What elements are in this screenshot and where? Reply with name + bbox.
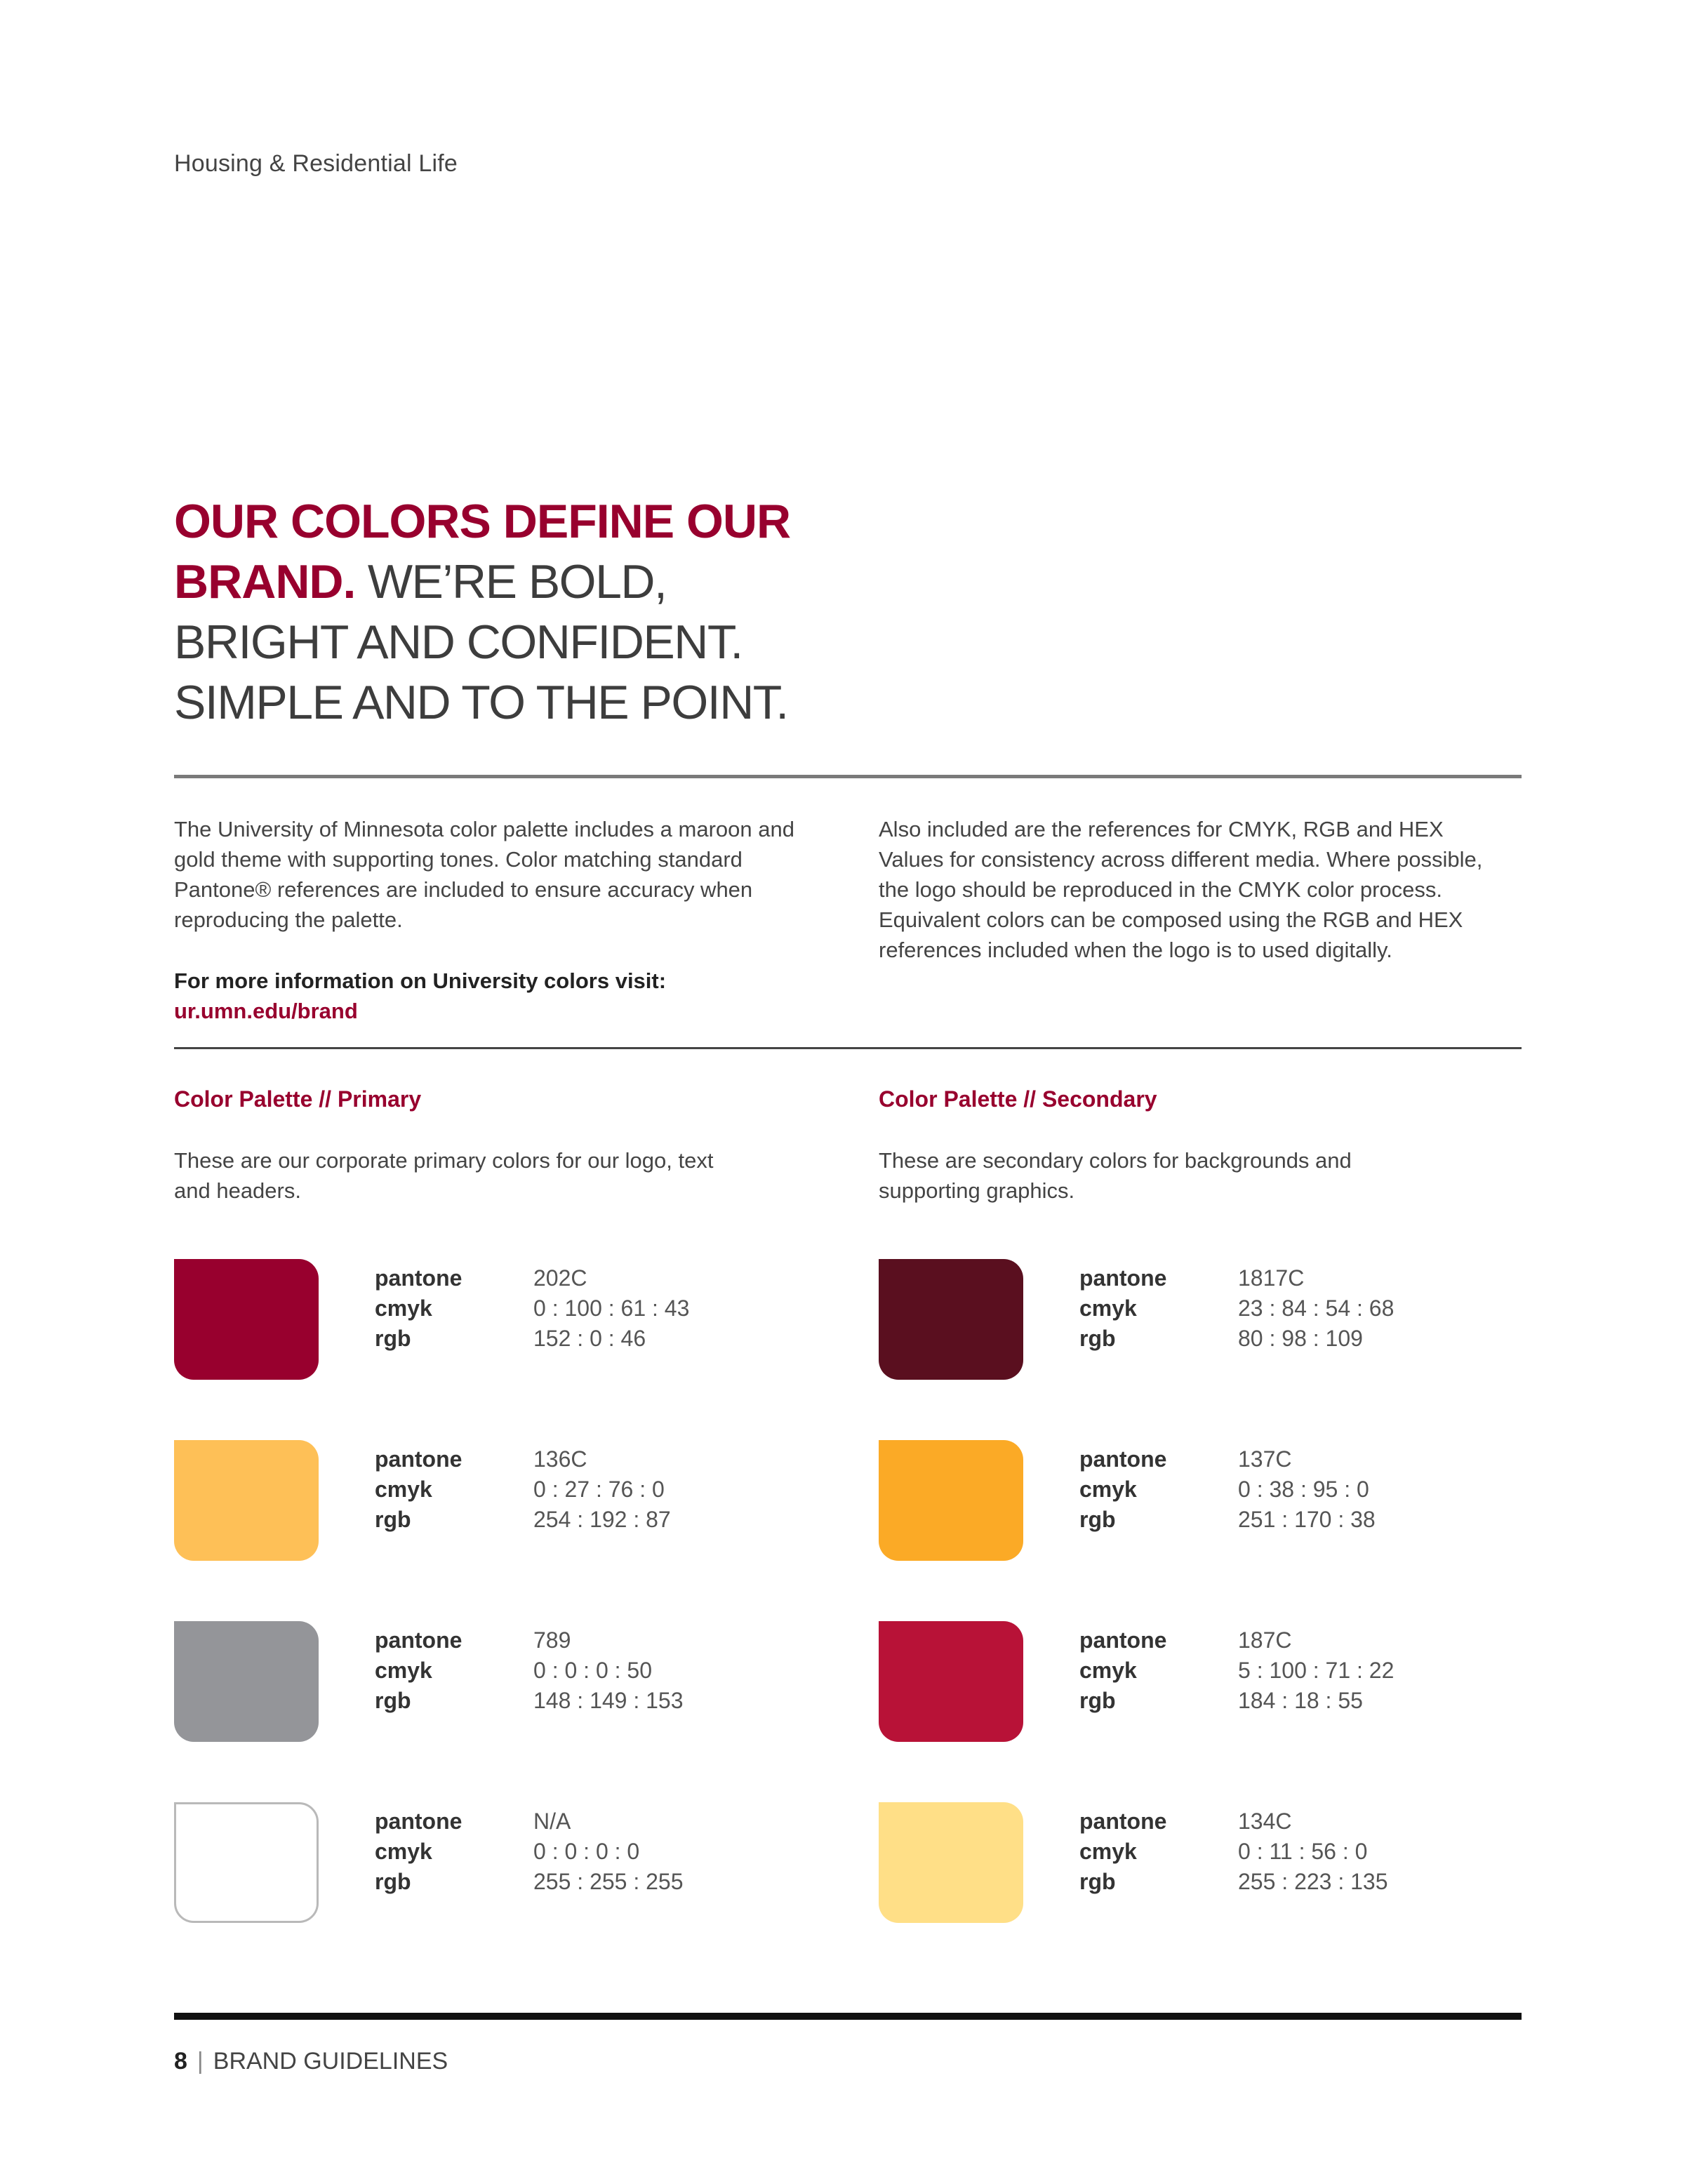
headline-line4: SIMPLE AND TO THE POINT. [174,676,788,729]
headline-bold-line2: BRAND. [174,555,356,608]
secondary-palette-title [879,1086,1157,1112]
brand-link[interactable]: ur.umn.edu/brand [174,999,358,1023]
primary-swatch-4 [174,1802,319,1923]
cmyk-value: 5 : 100 : 71 : 22 [1238,1658,1395,1683]
secondary-swatch-4 [879,1802,1023,1923]
primary-spec-labels-4 [375,1806,462,1897]
primary-spec-labels-1 [375,1263,462,1354]
primary-spec-values-3 [533,1625,684,1716]
rgb-value: 254 : 192 : 87 [533,1507,671,1532]
pantone-value: 202C [533,1265,587,1291]
rgb-label: rgb [375,1869,411,1894]
footer-section: BRAND GUIDELINES [213,2048,448,2075]
secondary-title-suffix: Secondary [1042,1086,1157,1112]
rgb-value: 251 : 170 : 38 [1238,1507,1376,1532]
secondary-spec-values-2 [1238,1444,1376,1535]
more-info [174,966,806,1026]
secondary-spec-labels-4 [1079,1806,1166,1897]
cmyk-label: cmyk [1079,1658,1137,1683]
rgb-label: rgb [1079,1507,1116,1532]
footer-separator: | [197,2048,204,2075]
intro-right-paragraph: Also included are the references for CMYK, RGB and HEX Values for consistency across different media. Where possible, the logo should be reproduced in the CMYK color process. Equivalent colors can be composed using the RGB and HEX references included when the logo is to used digitally. [879,817,1483,962]
rgb-label: rgb [375,1326,411,1351]
rgb-value: 184 : 18 : 55 [1238,1688,1363,1713]
secondary-spec-values-4 [1238,1806,1388,1897]
pantone-label: pantone [1079,1446,1167,1472]
primary-spec-labels-3 [375,1625,462,1716]
pantone-label: pantone [375,1265,462,1291]
secondary-spec-labels-3 [1079,1625,1166,1716]
pantone-label: pantone [1079,1265,1167,1291]
secondary-spec-values-3 [1238,1625,1394,1716]
cmyk-label: cmyk [1079,1296,1137,1321]
rgb-value: 255 : 223 : 135 [1238,1869,1388,1894]
cmyk-label: cmyk [1079,1477,1137,1502]
pantone-label: pantone [375,1627,462,1653]
divider-top [174,775,1522,778]
cmyk-value: 23 : 84 : 54 : 68 [1238,1296,1395,1321]
intro-left-paragraph: The University of Minnesota color palette includes a maroon and gold theme with supporting tones. Color matching standard Pantone® references are included to ensure accuracy when reproducing the palette. [174,817,794,932]
pantone-label: pantone [375,1446,462,1472]
cmyk-value: 0 : 11 : 56 : 0 [1238,1839,1368,1864]
primary-title-prefix: Color Palette // [174,1086,338,1112]
cmyk-value: 0 : 0 : 0 : 0 [533,1839,640,1864]
more-info-label: For more information on University colors visit: [174,968,667,993]
rgb-label: rgb [1079,1688,1116,1713]
page-headline [174,491,1016,733]
pantone-value: 187C [1238,1627,1292,1653]
primary-spec-values-4 [533,1806,684,1897]
rgb-label: rgb [375,1688,411,1713]
page-footer [174,2048,448,2075]
running-head: Housing & Residential Life [174,150,458,177]
pantone-value: 789 [533,1627,571,1653]
cmyk-value: 0 : 0 : 0 : 50 [533,1658,652,1683]
cmyk-label: cmyk [375,1296,432,1321]
secondary-swatch-3 [879,1621,1023,1742]
pantone-value: 136C [533,1446,587,1472]
cmyk-label: cmyk [1079,1839,1137,1864]
primary-palette-title [174,1086,421,1112]
page-number: 8 [174,2048,187,2075]
pantone-value: 1817C [1238,1265,1305,1291]
cmyk-value: 0 : 27 : 76 : 0 [533,1477,665,1502]
primary-spec-labels-2 [375,1444,462,1535]
secondary-spec-labels-2 [1079,1444,1166,1535]
headline-bold-line1: OUR COLORS DEFINE OUR [174,495,791,548]
primary-palette-description: These are our corporate primary colors for our logo, text and headers. [174,1148,714,1203]
pantone-value: N/A [533,1809,571,1834]
pantone-value: 137C [1238,1446,1292,1472]
headline-line3: BRIGHT AND CONFIDENT. [174,615,743,669]
rgb-value: 255 : 255 : 255 [533,1869,684,1894]
primary-spec-values-2 [533,1444,671,1535]
rgb-label: rgb [1079,1869,1116,1894]
rgb-value: 148 : 149 : 153 [533,1688,684,1713]
pantone-value: 134C [1238,1809,1292,1834]
secondary-spec-values-1 [1238,1263,1394,1354]
pantone-label: pantone [1079,1809,1167,1834]
rgb-value: 152 : 0 : 46 [533,1326,646,1351]
secondary-swatch-1 [879,1259,1023,1380]
cmyk-label: cmyk [375,1658,432,1683]
rgb-value: 80 : 98 : 109 [1238,1326,1363,1351]
rgb-label: rgb [1079,1326,1116,1351]
primary-title-suffix: Primary [337,1086,422,1112]
primary-swatch-3 [174,1621,319,1742]
cmyk-value: 0 : 100 : 61 : 43 [533,1296,690,1321]
pantone-label: pantone [375,1809,462,1834]
primary-spec-values-1 [533,1263,689,1354]
rgb-label: rgb [375,1507,411,1532]
cmyk-label: cmyk [375,1839,432,1864]
secondary-palette-description: These are secondary colors for backgrounds and supporting graphics. [879,1148,1352,1203]
cmyk-value: 0 : 38 : 95 : 0 [1238,1477,1369,1502]
pantone-label: pantone [1079,1627,1167,1653]
secondary-spec-labels-1 [1079,1263,1166,1354]
primary-swatch-1 [174,1259,319,1380]
headline-light-line2: WE’RE BOLD, [355,555,667,608]
primary-swatch-2 [174,1440,319,1561]
divider-middle [174,1047,1522,1049]
cmyk-label: cmyk [375,1477,432,1502]
secondary-title-prefix: Color Palette // [879,1086,1042,1112]
divider-bottom [174,2013,1522,2020]
secondary-swatch-2 [879,1440,1023,1561]
